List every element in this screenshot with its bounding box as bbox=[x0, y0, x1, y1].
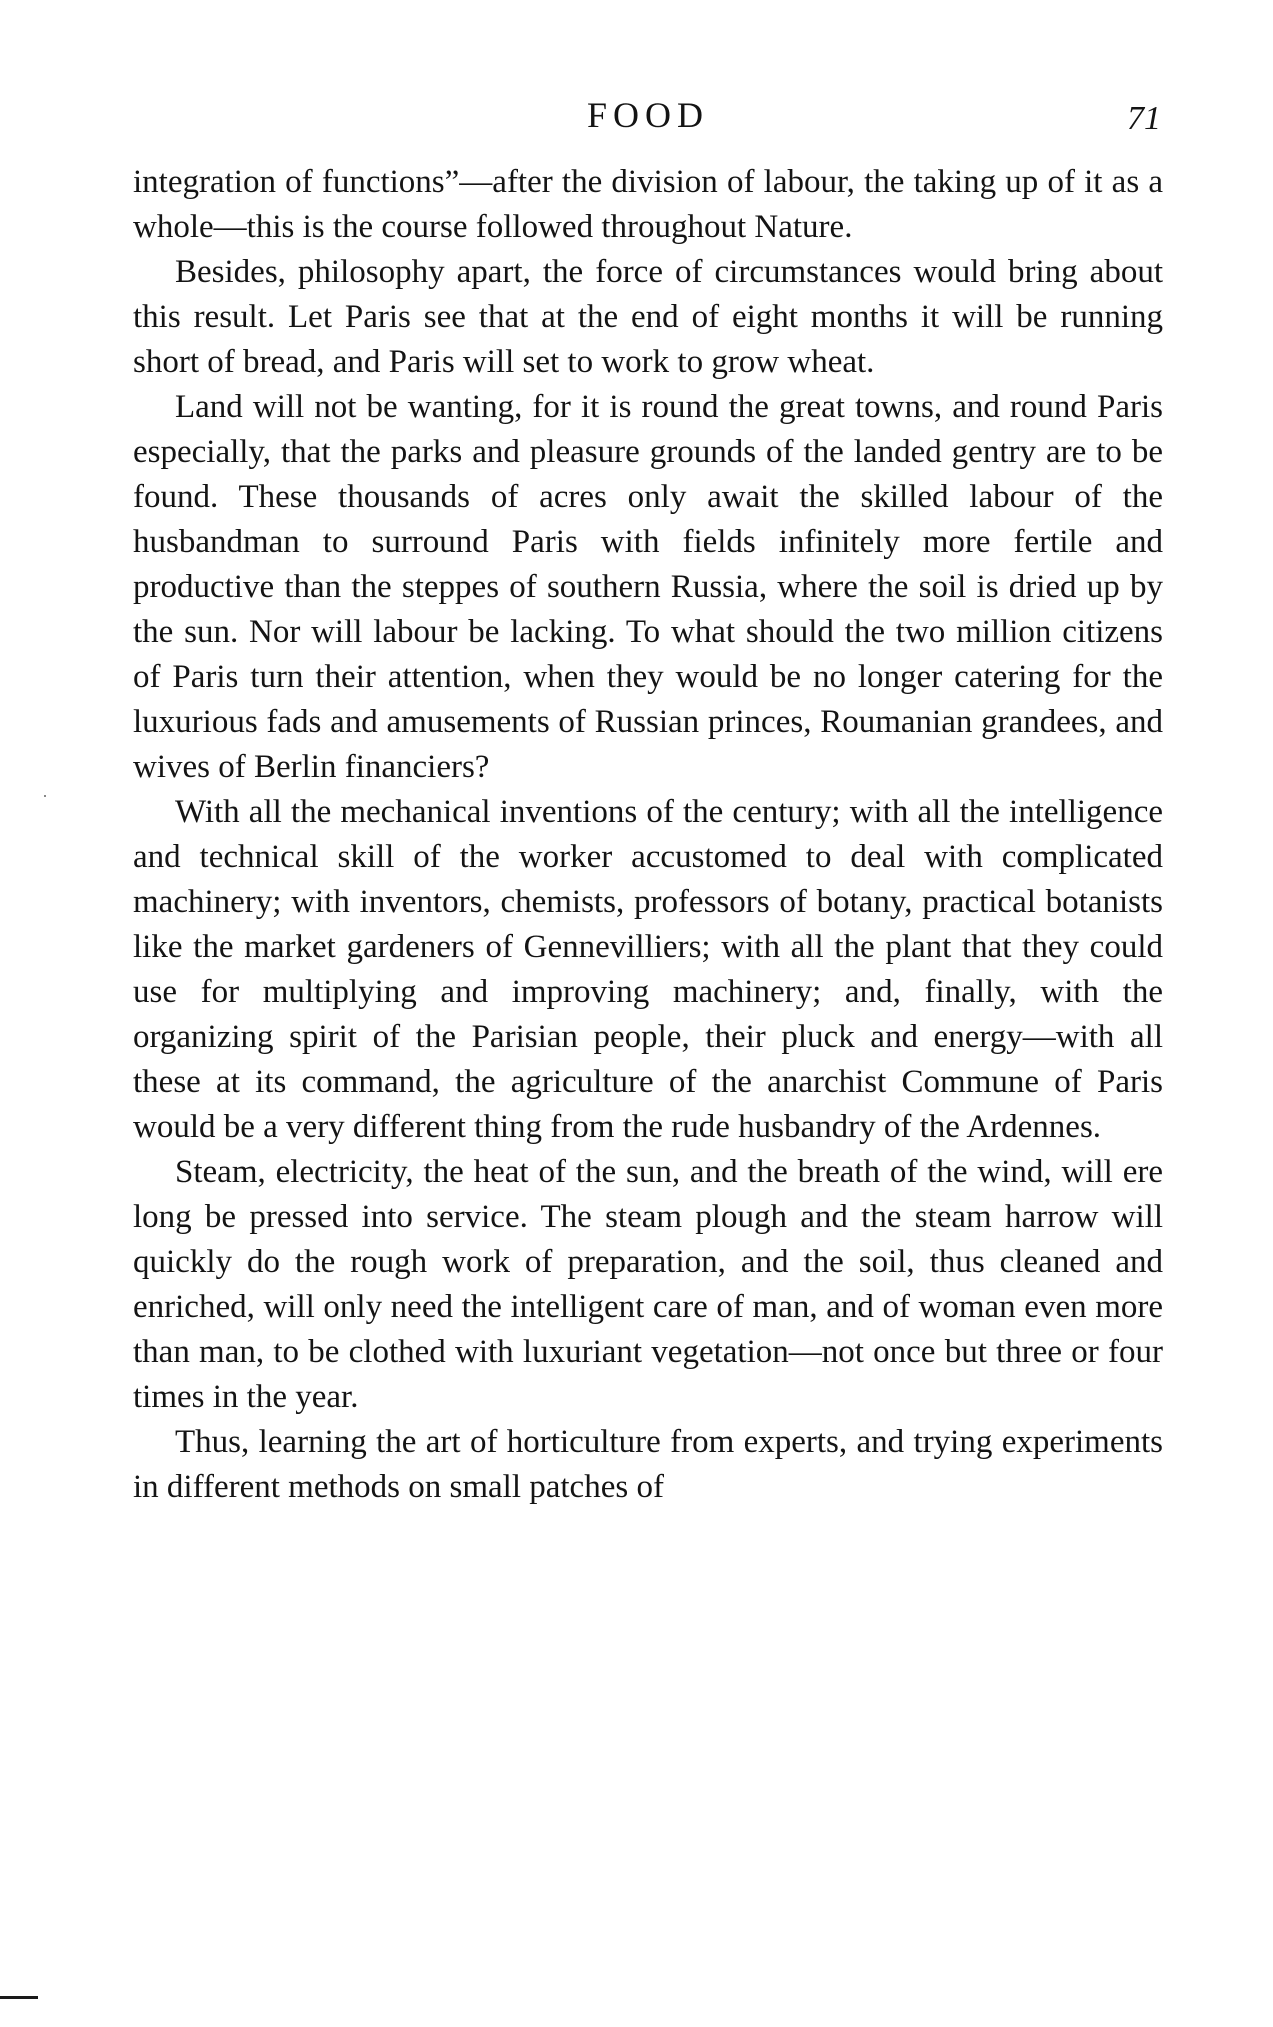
paragraph: Land will not be wanting, for it is round the great towns, and round Paris especially, that the parks and pleasure grounds of the landed gentry are to be found. These thousands of acres only await the skilled labour of the husbandman to surround Paris with fields infinitely more fertile and productive than the steppes of southern Russia, where the soil is dried up by the sun. Nor will labour be lacking. To what should the two million citizens of Paris turn their attention, when they would be no longer catering for the luxurious fads and amusements of Russian princes, Roumanian grandees, and wives of Berlin financiers? bbox=[133, 389, 1163, 785]
paragraph: Besides, philosophy apart, the force of circumstances would bring about this result. Let Paris see that at the end of eight months it will be running short of bread, and Paris will set to work to grow wheat. bbox=[133, 254, 1163, 380]
paragraph: Thus, learning the art of horticulture from experts, and trying experiments in different methods on small patches of bbox=[133, 1424, 1163, 1505]
page-edge-mark bbox=[0, 1996, 38, 1999]
paragraph: With all the mechanical inventions of the century; with all the intelligence and technical skill of the worker accustomed to deal with complicated machinery; with inventors, chemists, professors of botany, practical botanists like the market gardeners of Gennevilliers; with all the plant that they could use for multiplying and improving machinery; and, finally, with the organizing spirit of the Parisian people, their pluck and energy—with all these at its command, the agriculture of the anarchist Commune of Paris would be a very different thing from the rude husbandry of the Ardennes. bbox=[133, 794, 1163, 1145]
page-number: 71 bbox=[1127, 100, 1161, 137]
running-head bbox=[133, 92, 1163, 138]
paragraph-continued: integration of functions”—after the division of labour, the taking up of it as a whole—this is the course followed throughout Nature. bbox=[133, 164, 1163, 245]
chapter-title: FOOD bbox=[586, 95, 709, 135]
paragraph: Steam, electricity, the heat of the sun, and the breath of the wind, will ere long be pressed into service. The steam plough and the steam harrow will quickly do the rough work of preparation, and the soil, thus cleaned and enriched, will only need the intelligent care of man, and of woman even more than man, to be clothed with luxuriant vegetation—not once but three or four times in the year. bbox=[133, 1154, 1163, 1415]
body-text bbox=[133, 160, 1163, 1510]
margin-speck bbox=[44, 795, 46, 797]
